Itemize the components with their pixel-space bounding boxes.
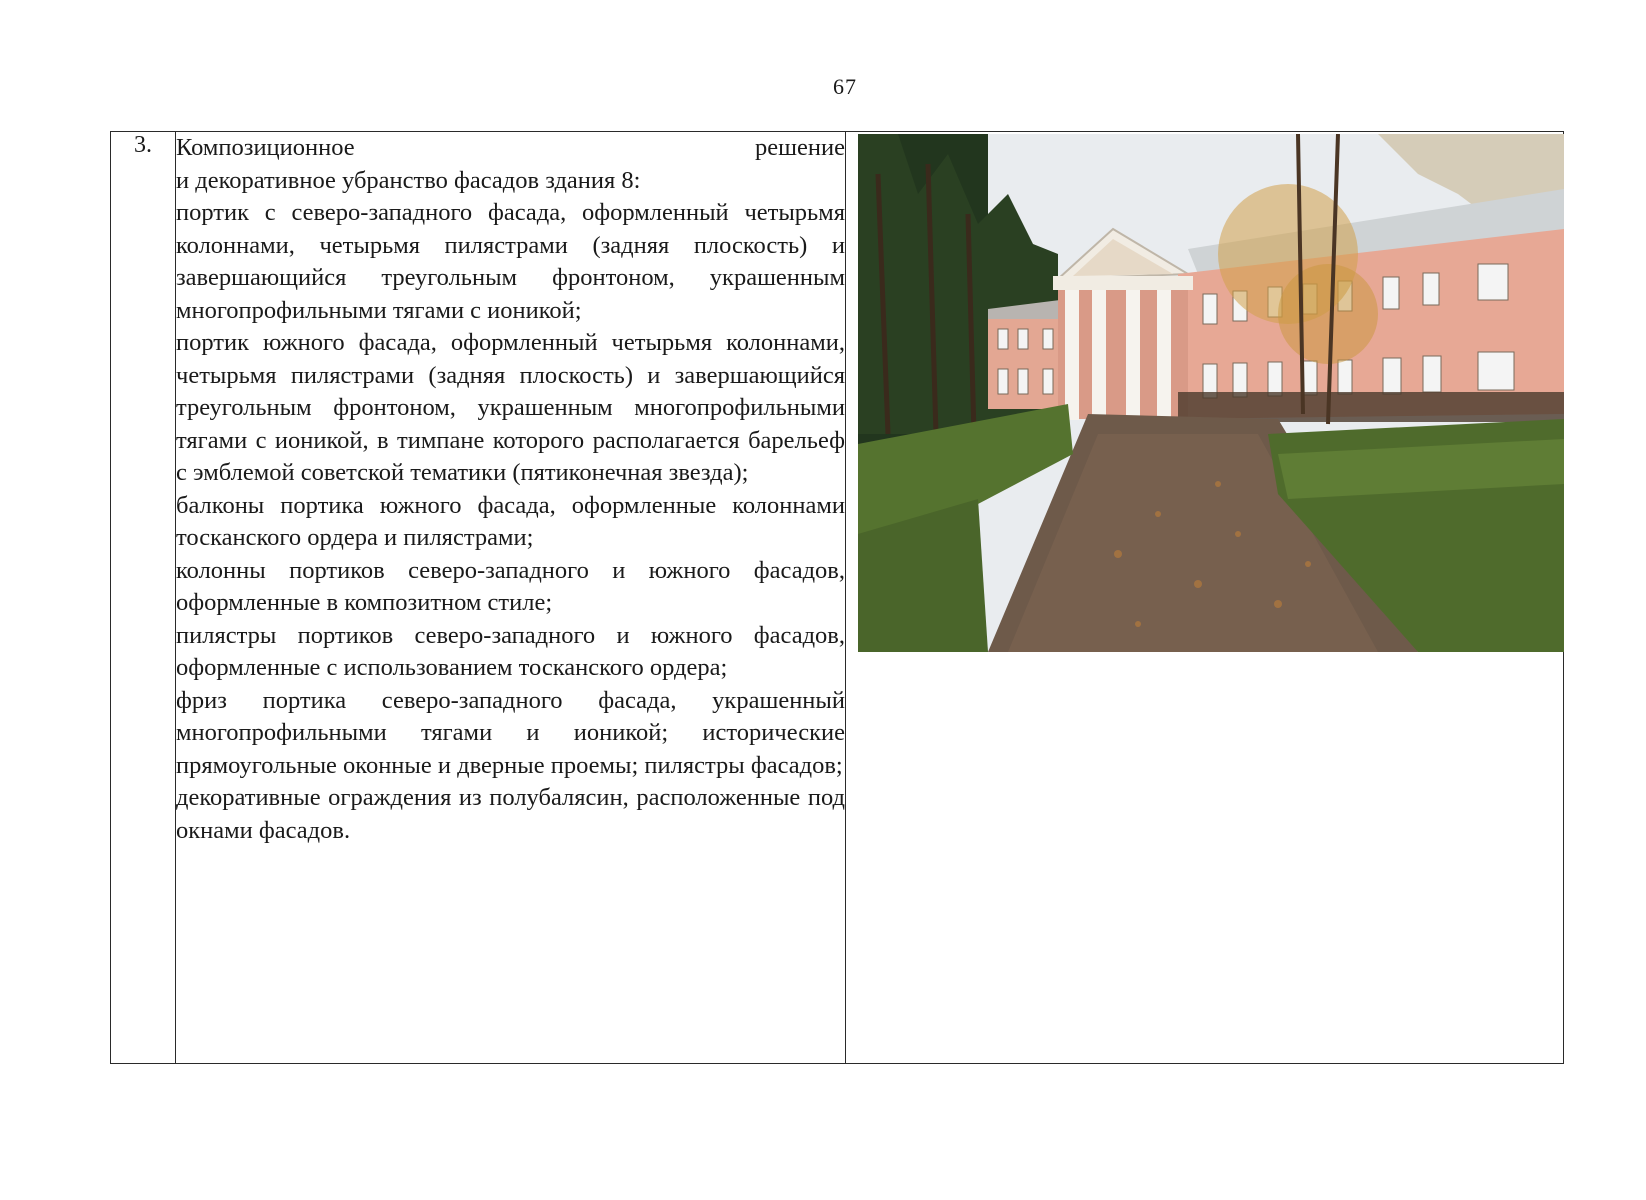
- list-item: колонны портиков северо-западного и южного фасадов, оформленные в композитном стиле;: [176, 556, 845, 616]
- table-row: [111, 132, 1564, 1064]
- list-item: пилястры портиков северо-западного и южного фасадов, оформленные с использованием тосканского ордера;: [176, 621, 845, 681]
- title-second-line: и декоративное убранство фасадов здания 8:: [176, 166, 641, 194]
- page-number: 67: [833, 74, 857, 99]
- object-table: [110, 131, 1564, 1064]
- list-item: портик с северо-западного фасада, оформленный четырьмя колоннами, четырьмя пилястрами (задняя плоскость) и завершающийся треугольным фронтоном, украшенным многопрофильными тягами с ионикой;: [176, 199, 845, 324]
- title-line: [176, 132, 845, 165]
- list-item: декоративные ограждения из полубалясин, расположенные под окнами фасадов.: [176, 784, 845, 844]
- description-cell: [176, 132, 846, 1064]
- title-first-word: Композиционное: [176, 134, 355, 161]
- list-item: фриз портика северо-западного фасада, украшенный многопрофильными тягами и ионикой; исторические прямоугольные оконные и дверные проемы; пилястры фасадов;: [176, 686, 845, 779]
- photo-cell: [846, 132, 1564, 1064]
- building-photo: [858, 134, 1564, 652]
- title-first-word-right: решение: [755, 134, 845, 161]
- row-number: 3.: [111, 132, 176, 1064]
- list-item: портик южного фасада, оформленный четырьмя колоннами, четырьмя пилястрами (задняя плоскость) и завершающийся треугольным фронтоном, украшенным многопрофильными тягами с ионикой, в тимпане которого располагается барельеф с эмблемой советской тематики (пятиконечная звезда);: [176, 329, 845, 486]
- list-item: балконы портика южного фасада, оформленные колоннами тосканского ордера и пилястрами;: [176, 491, 845, 551]
